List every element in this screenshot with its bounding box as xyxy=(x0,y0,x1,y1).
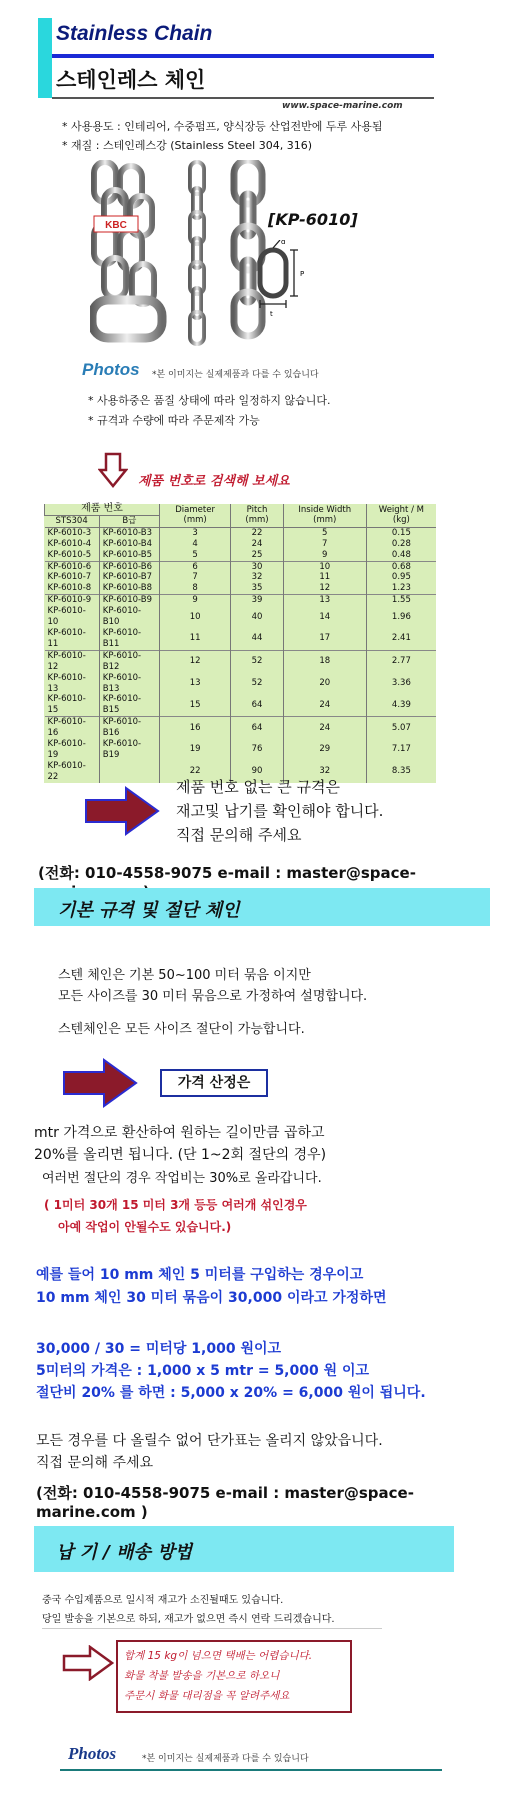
big-spec-msg-3: 직접 문의해 주세요 xyxy=(176,826,302,844)
table-cell: KP-6010-22 xyxy=(47,760,86,782)
table-cell: KP-6010-B3 xyxy=(99,527,159,538)
product-code: [KP-6010] xyxy=(268,210,358,229)
price-arrow-icon xyxy=(62,1058,138,1108)
table-cell: 12 xyxy=(159,650,230,672)
table-cell: 64 xyxy=(231,717,283,739)
material-text: * 재질 : 스테인레스강 (Stainless Steel 304, 316) xyxy=(62,139,312,152)
table-cell: KP-6010-B6 xyxy=(99,561,159,572)
table-cell: 14 xyxy=(283,606,366,628)
table-cell: KP-6010-6 xyxy=(45,561,100,572)
contact-info-top: (전화: 010-4558-9075 e-mail : master@space- xyxy=(38,864,416,882)
table-cell: 6 xyxy=(159,561,230,572)
table-row xyxy=(45,606,437,628)
search-hint: 제품 번호로 검색해 보세요 xyxy=(138,474,290,489)
photos-label: Photos xyxy=(82,360,140,379)
table-row xyxy=(45,527,437,538)
table-cell: 9 xyxy=(159,595,230,606)
calc-line-3: 절단비 20% 를 하면 : 5,000 x 20% = 6,000 원이 됩니다. xyxy=(36,1385,426,1401)
table-cell: 0.95 xyxy=(366,572,436,583)
table-cell: KP-6010-5 xyxy=(47,549,92,560)
table-cell: 20 xyxy=(283,673,366,695)
table-cell: 30 xyxy=(231,561,283,572)
section-cut-title: 기본 규격 및 절단 체인 xyxy=(58,900,240,921)
table-row xyxy=(45,694,437,716)
delivery-box-line-2: 화물 착불 발송을 기본으로 하오니 xyxy=(124,1670,280,1682)
table-cell: 3 xyxy=(159,527,230,538)
table-cell: 12 xyxy=(283,583,366,594)
table-cell: KP-6010-B15 xyxy=(99,694,159,716)
table-cell: 4.39 xyxy=(366,694,436,716)
table-row xyxy=(45,572,437,583)
col-inside-width: Inside Width (mm) xyxy=(283,504,366,527)
section-delivery-title: 납 기 / 배송 방법 xyxy=(56,1542,192,1563)
table-cell: 32 xyxy=(283,761,366,783)
table-cell: 7 xyxy=(283,539,366,550)
note-custom: * 규격과 수량에 따라 주문제작 가능 xyxy=(88,414,260,427)
warning-line-1: ( 1미터 30개 15 미터 3개 등등 여러개 섞인경우 xyxy=(44,1198,307,1212)
table-row xyxy=(45,561,437,572)
table-cell: KP-6010-B11 xyxy=(99,628,159,650)
table-cell: 4 xyxy=(159,539,230,550)
table-row xyxy=(45,583,437,594)
delivery-box-line-3: 주문시 화물 대리점을 꼭 알려주세요 xyxy=(124,1690,290,1702)
table-cell: KP-6010-12 xyxy=(45,650,100,672)
price-line-2: 20%를 올리면 됩니다. (단 1~2회 절단의 경우) xyxy=(34,1147,327,1163)
calc-line-2: 5미터의 가격은 : 1,000 x 5 mtr = 5,000 원 이고 xyxy=(36,1363,370,1379)
table-cell: 25 xyxy=(231,550,283,561)
table-cell: KP-6010-4 xyxy=(47,538,92,549)
example-line-1: 예를 들어 10 mm 체인 5 미터를 구입하는 경우이고 xyxy=(36,1267,364,1283)
table-cell: 18 xyxy=(283,650,366,672)
table-cell: 35 xyxy=(231,583,283,594)
table-cell: KP-6010-11 xyxy=(47,627,86,649)
col-b-grade: B급 xyxy=(99,515,159,527)
brand-label: KBC xyxy=(105,220,127,231)
col-diameter: Diameter (mm) xyxy=(159,504,230,527)
table-cell: 11 xyxy=(283,572,366,583)
table-cell: 5 xyxy=(283,527,366,538)
table-row xyxy=(45,717,437,739)
photos-disclaimer-bottom: *본 이미지는 실제제품과 다를 수 있습니다 xyxy=(142,1754,309,1764)
table-row xyxy=(45,739,437,761)
table-cell: 8 xyxy=(159,583,230,594)
title-korean: 스테인레스 체인 xyxy=(56,68,206,92)
photos-disclaimer: *본 이미지는 실제제품과 다를 수 있습니다 xyxy=(152,370,319,380)
table-cell: 2.77 xyxy=(366,650,436,672)
delivery-line-2: 당일 발송을 기본으로 하되, 재고가 없으면 즉시 연락 드리겠습니다. xyxy=(42,1614,335,1625)
table-cell: KP-6010-9 xyxy=(45,595,100,606)
table-cell: 15 xyxy=(159,694,230,716)
table-cell: 10 xyxy=(283,561,366,572)
table-cell: 13 xyxy=(159,673,230,695)
note-load: * 사용하중은 품질 상태에 따라 일정하지 않습니다. xyxy=(88,394,331,407)
price-label-box: 가격 산정은 xyxy=(160,1069,268,1097)
table-cell: KP-6010-10 xyxy=(47,606,86,628)
table-cell: KP-6010-B10 xyxy=(99,606,159,628)
table-cell: 16 xyxy=(159,717,230,739)
big-spec-msg-1: 제품 번호 없는 큰 규격은 xyxy=(176,778,340,796)
table-cell: 22 xyxy=(159,761,230,783)
table-cell: 2.41 xyxy=(366,628,436,650)
table-cell: 19 xyxy=(159,739,230,761)
col-sts304: STS304 xyxy=(45,515,100,527)
col-weight: Weight / M (kg) xyxy=(366,504,436,527)
table-cell: KP-6010-15 xyxy=(47,694,86,716)
table-cell: 24 xyxy=(231,539,283,550)
table-cell: 76 xyxy=(231,739,283,761)
table-cell: 24 xyxy=(283,694,366,716)
delivery-arrow-icon xyxy=(62,1645,114,1681)
table-cell: KP-6010-8 xyxy=(47,583,92,594)
usage-text: * 사용용도 : 인테리어, 수중펌프, 양식장등 산업전반에 두루 사용됨 xyxy=(62,120,383,133)
table-group-header: 제품 번호 xyxy=(45,504,160,515)
table-cell: 1.55 xyxy=(366,595,436,606)
table-cell: 40 xyxy=(231,606,283,628)
table-cell: 9 xyxy=(283,550,366,561)
table-row xyxy=(45,550,437,561)
delivery-box-line-1: 합계 15 kg이 넘으면 택배는 어렵습니다. xyxy=(124,1650,313,1662)
table-cell: KP-6010-3 xyxy=(45,527,100,538)
table-cell: KP-6010-B7 xyxy=(99,572,159,583)
down-arrow-icon xyxy=(98,452,128,488)
table-cell: KP-6010-B4 xyxy=(99,539,159,550)
title-divider-blue xyxy=(52,54,434,58)
title-divider-gray xyxy=(52,97,434,99)
table-row xyxy=(45,539,437,550)
example-line-2: 10 mm 체인 30 미터 묶음이 30,000 이라고 가정하면 xyxy=(36,1290,387,1306)
price-line-3: 여러번 절단의 경우 작업비는 30%로 올라갑니다. xyxy=(42,1171,322,1186)
table-cell: KP-6010-7 xyxy=(47,572,92,583)
warning-line-2: 아예 작업이 안될수도 있습니다.) xyxy=(58,1220,232,1234)
table-cell: KP-6010-B19 xyxy=(99,739,159,761)
table-cell: 5.07 xyxy=(366,717,436,739)
closing-line-2: 직접 문의해 주세요 xyxy=(36,1455,154,1471)
table-cell: 7 xyxy=(159,572,230,583)
table-cell: KP-6010-B12 xyxy=(99,650,159,672)
table-cell: 8.35 xyxy=(366,761,436,783)
dimension-drawing xyxy=(254,240,314,340)
table-cell: 39 xyxy=(231,595,283,606)
chain-product-image xyxy=(90,160,400,360)
table-cell: 3.36 xyxy=(366,673,436,695)
table-cell: 22 xyxy=(231,527,283,538)
delivery-line-1: 중국 수입제품으로 일시적 재고가 소진될때도 있습니다. xyxy=(42,1595,284,1606)
dim-p-label: P xyxy=(300,270,305,278)
cut-line-2: 모든 사이즈를 30 미터 묶음으로 가정하여 설명합니다. xyxy=(58,989,368,1004)
big-spec-msg-2: 재고및 납기를 확인해야 합니다. xyxy=(176,802,384,820)
table-cell: 13 xyxy=(283,595,366,606)
table-cell: KP-6010-B8 xyxy=(99,583,159,594)
table-row xyxy=(45,628,437,650)
table-cell: 90 xyxy=(231,761,283,783)
table-cell: KP-6010-13 xyxy=(47,672,86,694)
cut-line-1: 스텐 체인은 기본 50~100 미터 묶음 이지만 xyxy=(58,968,311,983)
table-cell: 11 xyxy=(159,628,230,650)
table-cell: 0.28 xyxy=(366,539,436,550)
cut-line-3: 스텐체인은 모든 사이즈 절단이 가능합니다. xyxy=(58,1022,305,1037)
table-row xyxy=(45,595,437,606)
dim-t-label: t xyxy=(270,310,273,318)
title-english: Stainless Chain xyxy=(56,22,213,45)
site-url[interactable]: www.space-marine.com xyxy=(282,101,403,111)
contact-info-bottom: (전화: 010-4558-9075 e-mail : master@space-marine.com ) xyxy=(36,1484,414,1521)
table-cell: 24 xyxy=(283,717,366,739)
table-cell: 0.68 xyxy=(366,561,436,572)
closing-line-1: 모든 경우를 다 올릴수 없어 단가표는 올리지 않았읍니다. xyxy=(36,1433,383,1449)
table-cell: 10 xyxy=(159,606,230,628)
table-cell: 52 xyxy=(231,673,283,695)
table-cell: KP-6010-B9 xyxy=(99,595,159,606)
price-line-1: mtr 가격으로 환산하여 원하는 길이만큼 곱하고 xyxy=(34,1125,325,1141)
table-cell: KP-6010-B16 xyxy=(99,717,159,739)
table-cell: 29 xyxy=(283,739,366,761)
delivery-divider xyxy=(42,1628,382,1629)
table-cell: 7.17 xyxy=(366,739,436,761)
col-pitch: Pitch (mm) xyxy=(231,504,283,527)
table-cell: 1.23 xyxy=(366,583,436,594)
table-cell: 1.96 xyxy=(366,606,436,628)
photos-label-bottom: Photos xyxy=(68,1744,117,1763)
table-cell: 52 xyxy=(231,650,283,672)
table-cell: 17 xyxy=(283,628,366,650)
table-cell: 64 xyxy=(231,694,283,716)
table-cell: 0.15 xyxy=(366,527,436,538)
table-cell: KP-6010-B5 xyxy=(99,550,159,561)
table-cell: 0.48 xyxy=(366,550,436,561)
table-row xyxy=(45,673,437,695)
table-cell: KP-6010-16 xyxy=(45,717,100,739)
calc-line-1: 30,000 / 30 = 미터당 1,000 원이고 xyxy=(36,1341,282,1357)
table-cell xyxy=(99,761,159,783)
bottom-rule xyxy=(60,1769,442,1771)
table-cell: KP-6010-B13 xyxy=(99,673,159,695)
table-cell: KP-6010-19 xyxy=(47,739,86,760)
dim-d-label: d xyxy=(281,240,286,246)
spec-table xyxy=(44,504,436,783)
table-row xyxy=(45,650,437,672)
right-arrow-icon xyxy=(84,786,160,836)
table-cell: 32 xyxy=(231,572,283,583)
table-cell: 44 xyxy=(231,628,283,650)
table-cell: 5 xyxy=(159,550,230,561)
